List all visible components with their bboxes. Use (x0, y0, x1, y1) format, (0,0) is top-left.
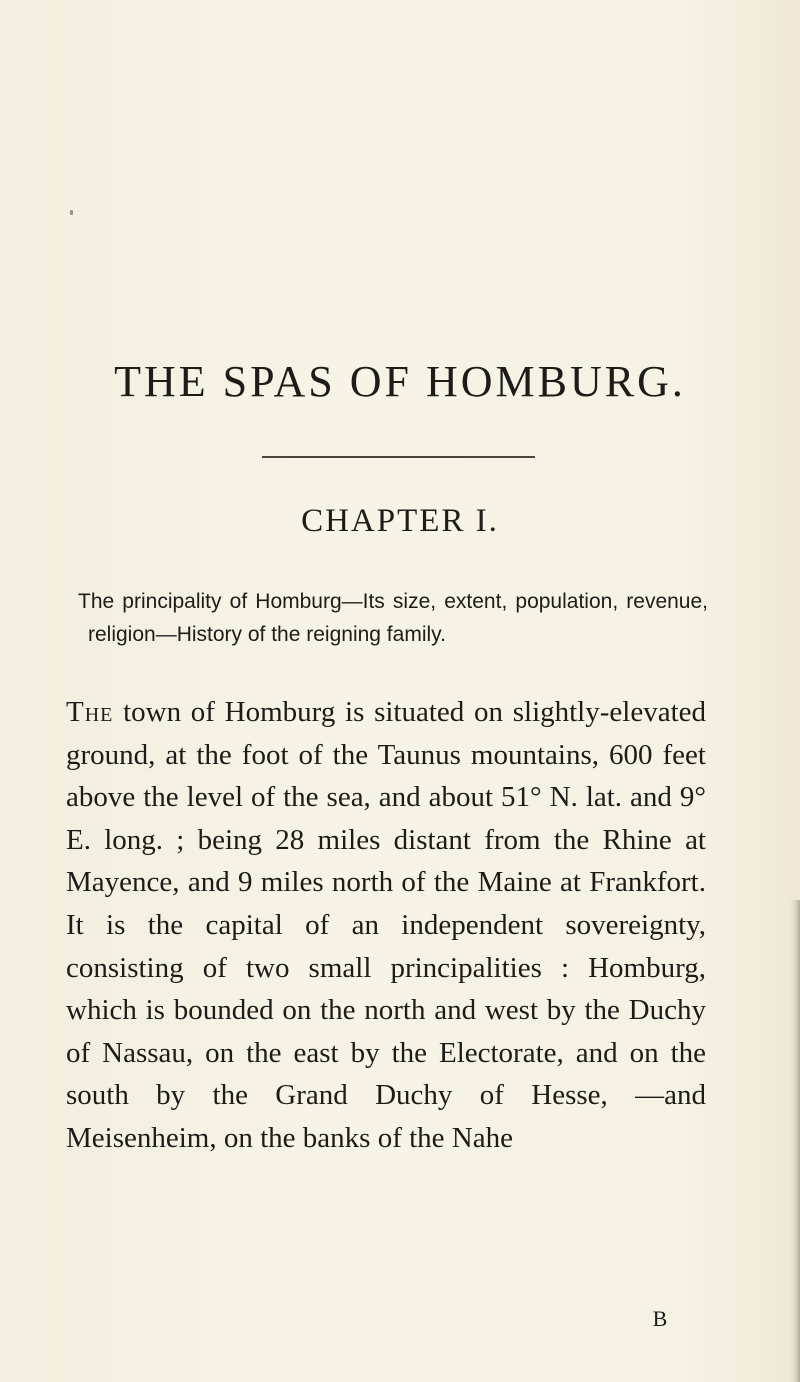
page-edge-shadow (790, 900, 800, 1382)
body-text: town of Homburg is situated on slightly-elevated ground, at the foot of the Taunus mountains, 600 feet above the level of the sea, and about 51° N. lat. and 9° E. long. ; being 28 miles distant from the Rhine at Mayence, and 9 miles north of the Maine at Frankfort. It is the capital of an independent sovereignty, consisting of two small principalities : Homburg, which is bounded on the north and west by the Duchy of Nassau, on the east by the Electorate, and on the south by the Grand Duchy of Hesse, —and Meisenheim, on the banks of the Nahe (66, 696, 706, 1154)
page-title: THE SPAS OF HOMBURG. (114, 357, 686, 406)
chapter-heading: CHAPTER I. (301, 503, 499, 539)
signature-mark: B (652, 1306, 668, 1331)
title-divider (262, 456, 535, 458)
chapter-synopsis: The principality of Homburg—Its size, extent, population, revenue, religion—History of the reigning family. (78, 590, 708, 646)
lead-word: The (66, 696, 114, 728)
body-paragraph (66, 691, 706, 1160)
paper-speck (70, 210, 73, 215)
